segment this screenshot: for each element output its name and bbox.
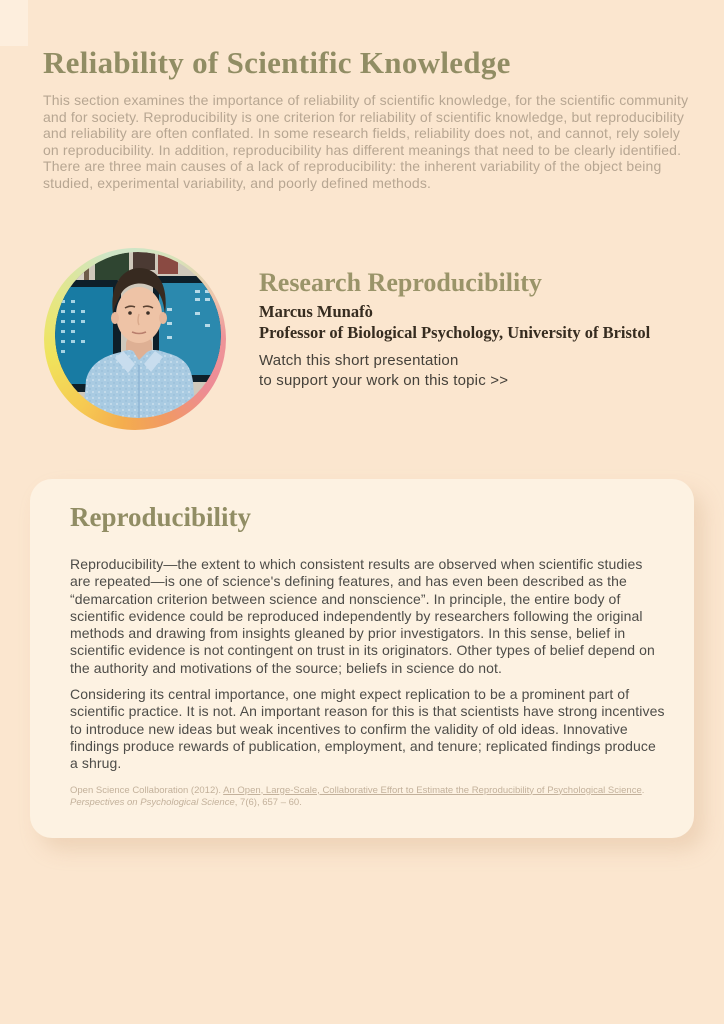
card-paragraph-1: Reproducibility—the extent to which consistent results are observed when scientific studies are repeated—is one of science's defining features, and has even been described as the “demarcation criterion between science and nonscience”. In principle, the entire body of scientific evidence could be reproduced independently by researchers following the original methods and drawing from insights gleaned by prior investigators. In this sense, belief in scientific evidence is not contingent on trust in its originators. Other types of belief depend on the authority and motivations of the source; beliefs in science do not. bbox=[70, 556, 655, 676]
reproducibility-card bbox=[30, 479, 694, 838]
page-title: Reliability of Scientific Knowledge bbox=[43, 45, 511, 80]
citation bbox=[70, 785, 680, 810]
corner-highlight bbox=[0, 0, 28, 46]
presenter-name: Marcus Munafò bbox=[259, 302, 373, 321]
presenter-role: Professor of Biological Psychology, University of Bristol bbox=[259, 323, 651, 342]
citation-link[interactable]: An Open, Large-Scale, Collaborative Effort to Estimate the Reproducibility of Psychological Science bbox=[223, 784, 642, 796]
avatar-gradient-ring bbox=[44, 248, 226, 430]
card-paragraph-2: Considering its central importance, one might expect replication to be a prominent part of scientific practice. It is not. An important reason for this is that scientists have strong incentives to introduce new ideas but weak incentives to confirm the validity of old ideas. Innovative findings produce rewards of publication, employment, and tenure; replicated findings produce a shrug. bbox=[70, 686, 665, 772]
intro-paragraph: This section examines the importance of reliability of scientific knowledge, for the scientific community and for society. Reproducibility is one criterion for reliability of scientific knowledge, but reproducibility and reliability are often conflated. In some research fields, reliability does not, and cannot, rely solely on reproducibility. In addition, reproducibility has different meanings that need to be clearly identified. There are three main causes of a lack of reproducibility: the inherent variability of the object being studied, experimental variability, and poorly defined methods. bbox=[43, 92, 689, 191]
card-title: Reproducibility bbox=[70, 502, 252, 532]
watch-link-line2: to support your work on this topic >> bbox=[259, 372, 509, 389]
citation-prefix: Open Science Collaboration (2012). bbox=[70, 784, 224, 796]
presenter-section-title: Research Reproducibility bbox=[259, 268, 542, 297]
presenter-portrait-illustration bbox=[55, 252, 221, 418]
citation-mid: . bbox=[641, 784, 645, 796]
citation-suffix: , 7(6), 657 – 60. bbox=[234, 797, 302, 809]
watch-link-line1: Watch this short presentation bbox=[259, 352, 459, 369]
watch-presentation-link[interactable] bbox=[259, 351, 508, 391]
citation-journal: Perspectives on Psychological Science bbox=[70, 797, 235, 809]
presenter-photo bbox=[55, 252, 221, 418]
